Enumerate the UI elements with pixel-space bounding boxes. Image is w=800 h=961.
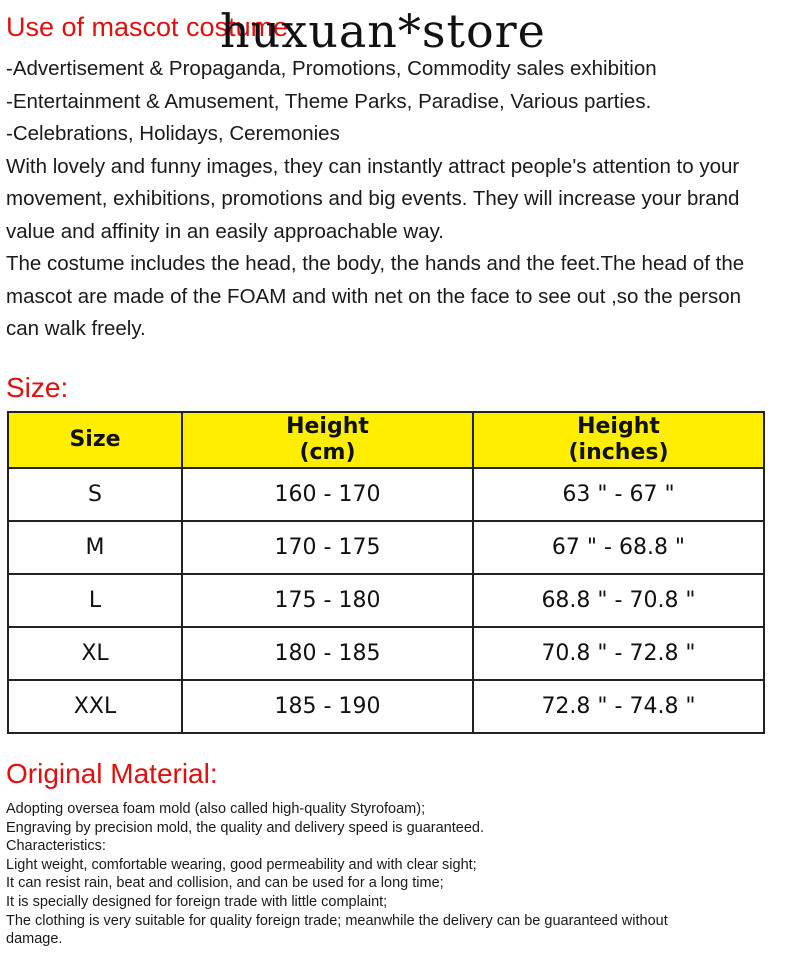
table-row xyxy=(8,468,764,521)
usage-line: The costume includes the head, the body, the hands and the feet.The head of the xyxy=(6,252,745,275)
table-row xyxy=(8,627,764,680)
material-line: It is specially designed for foreign trade with little complaint; xyxy=(6,893,388,910)
header-line: (inches) xyxy=(568,440,669,465)
usage-line: With lovely and funny images, they can instantly attract people's attention to your xyxy=(6,154,740,178)
height-inches-cell: 63 " - 67 " xyxy=(473,468,764,521)
table-row xyxy=(8,680,764,733)
table-row xyxy=(8,574,764,627)
table-row xyxy=(8,521,764,574)
size-heading: Size: xyxy=(6,372,69,403)
store-watermark: huxuan*store xyxy=(220,4,546,58)
size-cell: XXL xyxy=(8,680,182,733)
header-line: Size xyxy=(69,427,121,452)
material-text-block xyxy=(6,800,798,949)
column-header-height-cm xyxy=(182,412,473,468)
size-cell: L xyxy=(8,574,182,627)
usage-text-block xyxy=(6,55,798,348)
usage-line: -Entertainment & Amusement, Theme Parks, Paradise, Various parties. xyxy=(6,89,652,113)
header-line: Height xyxy=(286,414,369,439)
size-cell: XL xyxy=(8,627,182,680)
header-line: Height xyxy=(577,414,660,439)
height-cm-cell: 160 - 170 xyxy=(182,468,473,521)
header-line: (cm) xyxy=(299,440,356,465)
usage-line: -Advertisement & Propaganda, Promotions, Commodity sales exhibition xyxy=(6,57,657,80)
material-line: damage. xyxy=(6,931,63,948)
usage-line: value and affinity in an easily approachable way. xyxy=(6,219,444,243)
material-line: It can resist rain, beat and collision, and can be used for a long time; xyxy=(6,875,444,892)
height-inches-cell: 70.8 " - 72.8 " xyxy=(473,627,764,680)
usage-heading: Use of mascot costume xyxy=(6,12,289,42)
height-inches-cell: 67 " - 68.8 " xyxy=(473,521,764,574)
height-inches-cell: 72.8 " - 74.8 " xyxy=(473,680,764,733)
usage-line: movement, exhibitions, promotions and big events. They will increase your brand xyxy=(6,187,740,210)
material-line: Light weight, comfortable wearing, good permeability and with clear sight; xyxy=(6,856,477,873)
size-chart-table xyxy=(7,411,765,734)
height-inches-cell: 68.8 " - 70.8 " xyxy=(473,574,764,627)
column-header-height-inches xyxy=(473,412,764,468)
usage-line: -Celebrations, Holidays, Ceremonies xyxy=(6,122,340,145)
size-cell: S xyxy=(8,468,182,521)
material-line: Engraving by precision mold, the quality and delivery speed is guaranteed. xyxy=(6,819,484,836)
height-cm-cell: 180 - 185 xyxy=(182,627,473,680)
material-heading: Original Material: xyxy=(6,758,218,789)
material-line: Characteristics: xyxy=(6,838,106,855)
height-cm-cell: 175 - 180 xyxy=(182,574,473,627)
usage-line: can walk freely. xyxy=(6,317,146,340)
size-cell: M xyxy=(8,521,182,574)
column-header-size xyxy=(8,412,182,468)
height-cm-cell: 170 - 175 xyxy=(182,521,473,574)
material-line: Adopting oversea foam mold (also called high-quality Styrofoam); xyxy=(6,801,426,817)
usage-line: mascot are made of the FOAM and with net on the face to see out ,so the person xyxy=(6,284,741,308)
table-header-row xyxy=(8,412,764,468)
material-line: The clothing is very suitable for quality foreign trade; meanwhile the delivery can be guaranteed without xyxy=(6,912,668,929)
height-cm-cell: 185 - 190 xyxy=(182,680,473,733)
